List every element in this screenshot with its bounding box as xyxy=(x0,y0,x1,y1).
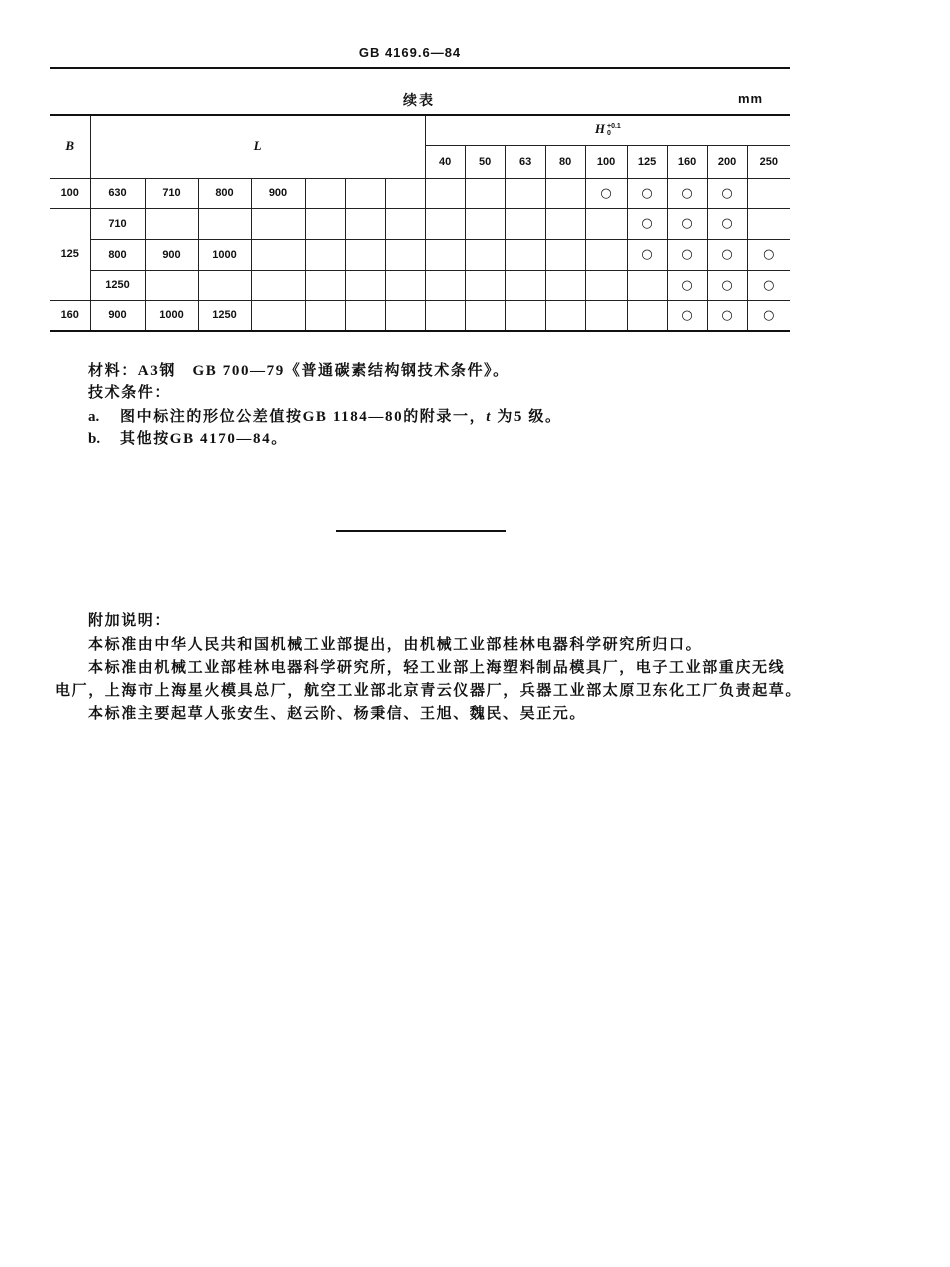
l-cell xyxy=(305,178,345,208)
table-unit: mm xyxy=(738,91,764,106)
h-cell xyxy=(505,300,545,331)
h-cell xyxy=(585,300,627,331)
additional-notes-label: 附加说明： xyxy=(88,613,172,629)
h-cell xyxy=(627,239,667,270)
h-value-header: 50 xyxy=(465,145,505,178)
table-body xyxy=(50,178,790,331)
note-paragraph-2-line-2: 电厂，上海市上海星火模具总厂，航空工业部北京青云仪器厂，兵器工业部太原卫东化工厂负责起草。 xyxy=(55,683,803,699)
b-cell: 160 xyxy=(50,300,90,331)
circle-mark-icon: ○ xyxy=(763,247,775,262)
note-paragraph-2-line-1: 本标准由机械工业部桂林电器科学研究所，轻工业部上海塑料制品模具厂，电子工业部重庆无线 xyxy=(88,660,786,676)
b-header xyxy=(50,115,90,178)
l-cell xyxy=(305,239,345,270)
h-cell xyxy=(425,270,465,300)
h-cell xyxy=(627,178,667,208)
h-cell xyxy=(585,208,627,239)
circle-mark-icon: ○ xyxy=(681,247,693,262)
h-cell xyxy=(667,239,707,270)
l-cell: 800 xyxy=(198,178,251,208)
l-cell: 900 xyxy=(90,300,145,331)
l-cell xyxy=(345,270,385,300)
h-cell xyxy=(505,270,545,300)
l-cell xyxy=(145,208,198,239)
h-cell xyxy=(465,300,505,331)
h-label-symbol: H xyxy=(594,121,605,137)
table-head xyxy=(50,115,790,178)
h-cell xyxy=(707,208,747,239)
technical-condition-item-b xyxy=(88,430,288,448)
technical-condition-item-a xyxy=(88,408,562,426)
h-cell xyxy=(667,178,707,208)
h-cell xyxy=(465,178,505,208)
h-cell xyxy=(465,239,505,270)
circle-mark-icon: ○ xyxy=(763,307,775,323)
h-cell xyxy=(667,270,707,300)
circle-mark-icon: ○ xyxy=(763,277,775,293)
item-marker: a. xyxy=(88,409,100,425)
h-cell xyxy=(667,300,707,331)
l-cell xyxy=(251,300,305,331)
circle-mark-icon: ○ xyxy=(721,307,733,323)
table-row xyxy=(50,300,790,331)
l-cell: 1250 xyxy=(198,300,251,331)
h-cell xyxy=(425,239,465,270)
h-value-header: 40 xyxy=(425,145,465,178)
l-header xyxy=(90,115,425,178)
h-cell xyxy=(425,178,465,208)
l-cell xyxy=(198,270,251,300)
h-cell xyxy=(747,270,790,300)
h-value-header: 250 xyxy=(747,145,790,178)
l-cell xyxy=(251,208,305,239)
circle-mark-icon: ○ xyxy=(681,216,693,231)
l-cell xyxy=(198,208,251,239)
circle-mark-icon: ○ xyxy=(641,185,653,201)
l-cell xyxy=(345,178,385,208)
table-row xyxy=(50,239,790,270)
l-cell: 1000 xyxy=(198,239,251,270)
l-cell xyxy=(345,300,385,331)
h-cell xyxy=(505,239,545,270)
l-cell xyxy=(305,208,345,239)
l-cell: 1250 xyxy=(90,270,145,300)
item-text: 图中标注的形位公差值按GB 1184—80的附录一， xyxy=(120,409,487,425)
circle-mark-icon: ○ xyxy=(681,307,693,323)
l-cell xyxy=(385,208,425,239)
h-value-header: 200 xyxy=(707,145,747,178)
b-cell: 125 xyxy=(50,208,90,300)
h-cell xyxy=(545,270,585,300)
l-cell: 800 xyxy=(90,239,145,270)
h-cell xyxy=(747,178,790,208)
l-cell xyxy=(251,270,305,300)
h-cell xyxy=(585,270,627,300)
item-text-end: 为5 级。 xyxy=(491,409,562,425)
circle-mark-icon: ○ xyxy=(681,277,693,293)
l-cell xyxy=(145,270,198,300)
h-cell xyxy=(465,208,505,239)
h-cell xyxy=(545,239,585,270)
h-value-header: 100 xyxy=(585,145,627,178)
table-row xyxy=(50,178,790,208)
item-marker: b. xyxy=(88,431,101,447)
h-tolerance-lower: 0 xyxy=(607,130,611,138)
h-cell xyxy=(505,178,545,208)
table-header-row xyxy=(50,115,790,145)
circle-mark-icon: ○ xyxy=(681,185,693,201)
l-cell xyxy=(385,239,425,270)
h-cell xyxy=(747,300,790,331)
h-cell xyxy=(667,208,707,239)
l-cell: 710 xyxy=(90,208,145,239)
materials-line: 材料：A3钢 GB 700—79《普通碳素结构钢技术条件》。 xyxy=(88,363,510,379)
l-label: L xyxy=(253,138,262,154)
l-cell: 710 xyxy=(145,178,198,208)
h-cell xyxy=(627,270,667,300)
circle-mark-icon: ○ xyxy=(721,277,733,293)
h-cell xyxy=(545,300,585,331)
h-cell xyxy=(545,178,585,208)
tolerance-variable: t xyxy=(486,409,492,425)
h-cell xyxy=(545,208,585,239)
l-cell xyxy=(305,270,345,300)
h-cell xyxy=(465,270,505,300)
h-cell xyxy=(425,300,465,331)
table-row xyxy=(50,270,790,300)
b-label: B xyxy=(65,138,75,154)
l-cell: 900 xyxy=(145,239,198,270)
h-cell xyxy=(585,239,627,270)
h-value-header: 80 xyxy=(545,145,585,178)
technical-conditions-label: 技术条件： xyxy=(88,385,172,401)
table-caption: 续表 xyxy=(403,93,435,109)
item-text: 其他按GB 4170—84。 xyxy=(120,431,288,447)
h-cell xyxy=(627,208,667,239)
l-cell xyxy=(385,300,425,331)
h-value-header: 160 xyxy=(667,145,707,178)
l-cell xyxy=(345,239,385,270)
h-cell xyxy=(505,208,545,239)
l-cell xyxy=(305,300,345,331)
note-paragraph-1: 本标准由中华人民共和国机械工业部提出，由机械工业部桂林电器科学研究所归口。 xyxy=(88,637,703,653)
standard-code: GB 4169.6—84 xyxy=(358,45,462,60)
h-cell xyxy=(707,300,747,331)
note-paragraph-3: 本标准主要起草人张安生、赵云阶、杨秉信、王旭、魏民、吴正元。 xyxy=(88,706,587,722)
l-cell: 630 xyxy=(90,178,145,208)
h-tolerance xyxy=(607,123,621,137)
l-cell xyxy=(345,208,385,239)
h-cell xyxy=(747,239,790,270)
h-cell xyxy=(707,239,747,270)
circle-mark-icon: ○ xyxy=(721,185,733,201)
b-cell: 100 xyxy=(50,178,90,208)
h-cell xyxy=(707,270,747,300)
dimension-table xyxy=(50,114,790,332)
h-cell xyxy=(627,300,667,331)
l-cell xyxy=(385,270,425,300)
h-value-header: 125 xyxy=(627,145,667,178)
h-tolerance-upper: +0.1 xyxy=(607,123,621,131)
table-row xyxy=(50,208,790,239)
header-rule xyxy=(50,67,790,69)
l-cell: 1000 xyxy=(145,300,198,331)
circle-mark-icon: ○ xyxy=(641,247,653,262)
l-cell: 900 xyxy=(251,178,305,208)
circle-mark-icon: ○ xyxy=(721,216,733,231)
h-value-header: 63 xyxy=(505,145,545,178)
h-header xyxy=(425,115,790,145)
h-cell xyxy=(425,208,465,239)
l-cell xyxy=(385,178,425,208)
h-cell xyxy=(707,178,747,208)
h-cell xyxy=(747,208,790,239)
circle-mark-icon: ○ xyxy=(641,216,653,231)
l-cell xyxy=(251,239,305,270)
circle-mark-icon: ○ xyxy=(721,247,733,262)
h-cell xyxy=(585,178,627,208)
circle-mark-icon: ○ xyxy=(600,185,612,201)
section-divider xyxy=(336,530,506,532)
